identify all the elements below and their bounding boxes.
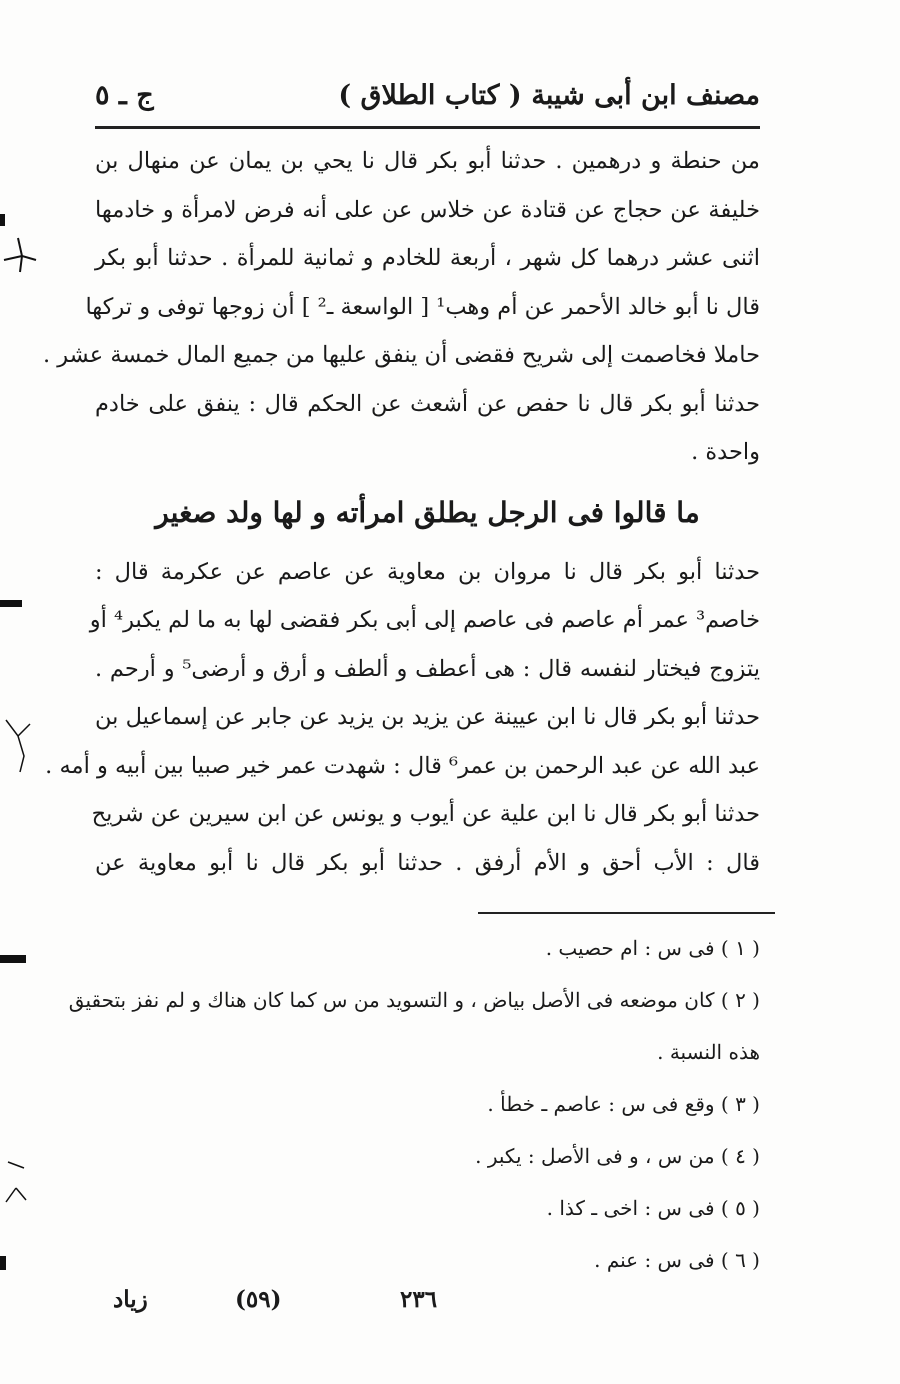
scan-mark <box>0 600 22 607</box>
text-line: عبد الله عن عبد الرحمن بن عمر⁶ قال : شهدت عمر خير صبيا بين أبيه و أمه . <box>45 752 760 779</box>
scan-mark <box>0 955 26 963</box>
text-line: قال نا أبو خالد الأحمر عن أم وهب¹ [ الواسعة ـ² ] أن زوجها توفى و تركها <box>85 293 760 320</box>
page-footer <box>95 1280 760 1320</box>
section-heading: ما قالوا فى الرجل يطلق امرأته و لها ولد صغير <box>155 495 700 529</box>
text-line: حاملا فخاصمت إلى شريح فقضى أن ينفق عليها من جميع المال خمسة عشر . <box>42 342 760 368</box>
footnote: ( ٤ ) من س ، و فى الأصل : يكبر . <box>475 1144 760 1168</box>
text-line: واحدة . <box>691 439 760 465</box>
scan-mark-cross <box>2 716 38 776</box>
page-number: ٢٣٦ <box>400 1286 438 1313</box>
scan-mark-cross <box>0 234 40 274</box>
volume-label: ج ـ ٥ <box>95 80 154 111</box>
text-line: خليفة عن حجاج عن قتادة عن خلاس عن على أنه فرض لامرأة و خادمها <box>95 196 760 223</box>
footnote-continuation: هذه النسبة . <box>657 1040 760 1064</box>
footnote-rule <box>478 912 775 914</box>
header-rule <box>95 126 760 129</box>
footnote: ( ٦ ) فى س : عنم . <box>594 1248 760 1272</box>
text-line: اثنى عشر درهما كل شهر ، أربعة للخادم و ثمانية للمرأة . حدثنا أبو بكر <box>95 245 760 271</box>
text-line: يتزوج فيختار لنفسه قال : هى أعطف و ألطف و أرق و أرضى⁵ و أرحم . <box>95 655 760 682</box>
scan-mark <box>0 214 5 226</box>
chapter-title: ( كتاب الطلاق ) <box>338 80 522 111</box>
footnote: ( ٢ ) كان موضعه فى الأصل بياض ، و التسويد من س كما كان هناك و لم نفز بتحقيق <box>68 988 760 1012</box>
text-line: من حنطة و درهمين . حدثنا أبو بكر قال نا يحي بن يمان عن منهال بن <box>95 148 760 174</box>
text-line: حدثنا أبو بكر قال نا ابن عيينة عن يزيد بن يزيد عن جابر عن إسماعيل بن <box>95 704 760 730</box>
sheet-number: (٥٩) <box>235 1286 282 1313</box>
footnote: ( ١ ) فى س : ام حصيب . <box>545 936 760 960</box>
footnotes <box>68 922 760 1286</box>
footnote: ( ٣ ) وقع فى س : عاصم ـ خطأ . <box>487 1092 760 1116</box>
text-line: حدثنا أبو بكر قال نا حفص عن أشعث عن الحكم قال : ينفق على خادم <box>95 390 760 417</box>
footnote: ( ٥ ) فى س : اخى ـ كذا . <box>546 1196 760 1220</box>
text-line: خاصم³ عمر أم عاصم فى عاصم إلى أبى بكر فقضى لها به ما لم يكبر⁴ أو <box>89 607 760 633</box>
text-line: قال : الأب أحق و الأم أرفق . حدثنا أبو بكر قال نا أبو معاوية عن <box>95 849 760 876</box>
scan-mark <box>0 1256 6 1270</box>
running-header <box>95 70 760 122</box>
book-title: مصنف ابن أبى شيبة <box>531 80 760 111</box>
text-line: حدثنا أبو بكر قال نا مروان بن معاوية عن عاصم عن عكرمة قال : <box>95 558 760 585</box>
text-line: حدثنا أبو بكر قال نا ابن علية عن أيوب و يونس عن ابن سيرين عن شريح <box>91 801 760 827</box>
main-text <box>42 137 760 887</box>
scan-mark-cross <box>2 1158 32 1208</box>
footer-word: زياد <box>113 1286 148 1313</box>
